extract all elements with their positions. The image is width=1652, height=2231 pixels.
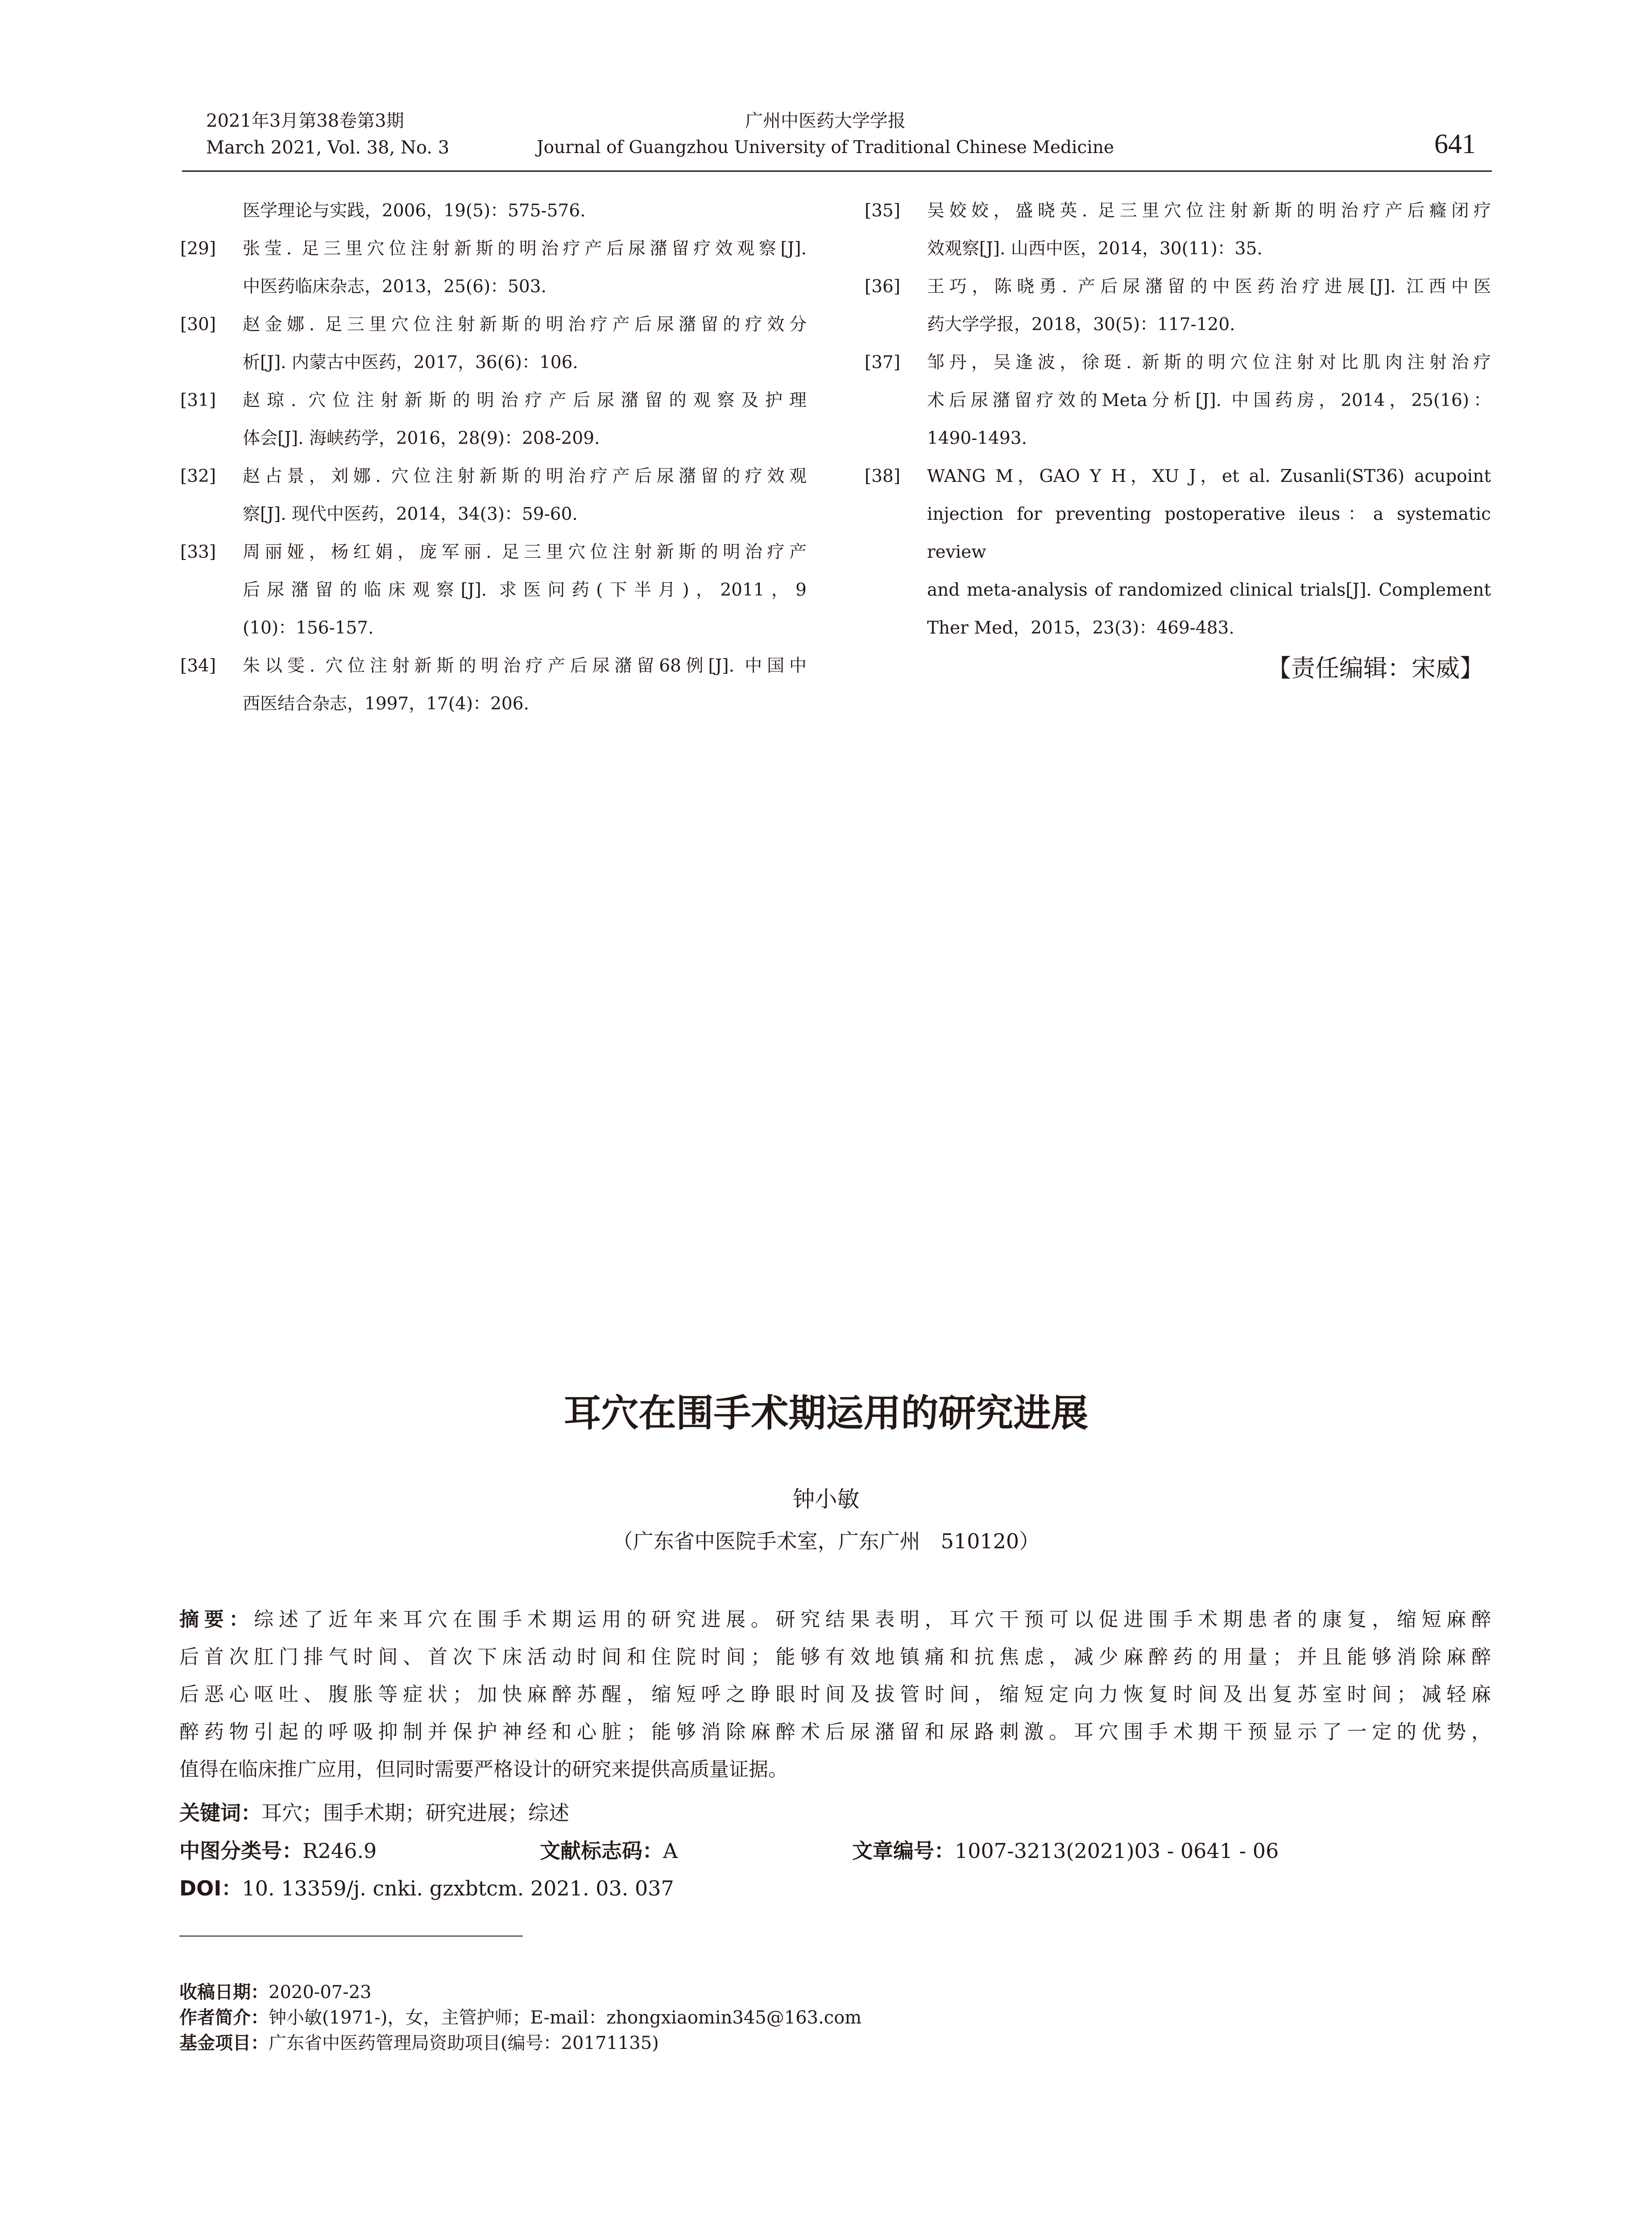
abstract-label: 摘要： xyxy=(179,1608,254,1631)
reference-line: 周丽娅，杨红娟，庞军丽. 足三里穴位注射新斯的明治疗产 xyxy=(243,542,807,562)
reference-item xyxy=(180,647,807,723)
reference-line: 术后尿潴留疗效的Meta分析[J]. 中国药房，2014，25(16)： xyxy=(927,390,1491,411)
article-title: 耳穴在围手术期运用的研究进展 xyxy=(563,1391,1089,1435)
abstract-line xyxy=(179,1601,1491,1638)
reference-item xyxy=(865,268,1491,344)
fund-info: 广东省中医药管理局资助项目(编号：20171135) xyxy=(269,2033,659,2053)
reference-line: 察[J]. 现代中医药，2014，34(3)：59-60. xyxy=(243,504,578,524)
reference-line: 析[J]. 内蒙古中医药，2017，36(6)：106. xyxy=(243,352,578,373)
reference-number: [31] xyxy=(180,390,216,411)
reference-number: [29] xyxy=(180,239,216,259)
reference-line: 中医药临床杂志，2013，25(6)：503. xyxy=(243,277,547,297)
reference-item xyxy=(180,382,807,457)
article-number-label: 文章编号： xyxy=(852,1839,955,1863)
reference-line: and meta-analysis of randomized clinical trials[J]. Complement xyxy=(927,580,1491,600)
reference-item xyxy=(180,457,807,533)
references-right-column xyxy=(865,192,1491,647)
doc-code-label: 文献标志码： xyxy=(540,1839,663,1863)
doc-code: A xyxy=(663,1839,678,1863)
journal-title-cn: 广州中医药大学学报 xyxy=(745,111,906,131)
reference-number: [30] xyxy=(180,315,216,335)
reference-line: 张莹. 足三里穴位注射新斯的明治疗产后尿潴留疗效观察[J]. xyxy=(243,239,807,259)
journal-title-en: Journal of Guangzhou University of Traditional Chinese Medicine xyxy=(536,137,1114,158)
reference-line: Ther Med，2015，23(3)：469-483. xyxy=(927,618,1234,638)
reference-line: 王巧，陈晓勇. 产后尿潴留的中医药治疗进展[J]. 江西中医 xyxy=(927,277,1491,297)
doi: 10. 13359/j. cnki. gzxbtcm. 2021. 03. 037 xyxy=(242,1876,674,1900)
reference-item xyxy=(865,344,1491,457)
reference-line: 医学理论与实践，2006，19(5)：575-576. xyxy=(243,201,586,221)
reference-line: 赵金娜. 足三里穴位注射新斯的明治疗产后尿潴留的疗效分 xyxy=(243,315,807,335)
reference-number: [33] xyxy=(180,542,216,562)
abstract-line: 后首次肛门排气时间、首次下床活动时间和住院时间；能够有效地镇痛和抗焦虑，减少麻醉药的用量；并且能够消除麻醉 xyxy=(179,1646,1491,1668)
received-label: 收稿日期： xyxy=(179,1982,269,2003)
reference-line: 体会[J]. 海峡药学，2016，28(9)：208-209. xyxy=(243,428,600,448)
reference-number: [32] xyxy=(180,466,216,486)
editor-note: 【责任编辑：宋威】 xyxy=(1267,654,1484,682)
reference-line: 吴姣姣，盛晓英. 足三里穴位注射新斯的明治疗产后癃闭疗 xyxy=(927,201,1491,221)
keywords-line xyxy=(179,1797,1491,1826)
author-info: 钟小敏(1971-)，女，主管护师；E-mail：zhongxiaomin345@163.com xyxy=(269,2007,862,2028)
reference-line: 朱以雯. 穴位注射新斯的明治疗产后尿潴留68例[J]. 中国中 xyxy=(243,656,807,676)
abstract-line: 醉药物引起的呼吸抑制并保护神经和心脏；能够消除麻醉术后尿潴留和尿路刺激。耳穴围手术期干预显示了一定的优势， xyxy=(179,1721,1491,1743)
reference-line: 效观察[J]. 山西中医，2014，30(11)：35. xyxy=(927,239,1263,259)
reference-item xyxy=(865,457,1491,647)
keywords: 耳穴；围手术期；研究进展；综述 xyxy=(261,1801,569,1825)
received-date: 2020-07-23 xyxy=(269,1982,372,2003)
abstract-text: 综述了近年来耳穴在围手术期运用的研究进展。研究结果表明，耳穴干预可以促进围手术期患者的康复，缩短麻醉 xyxy=(254,1608,1491,1631)
fund-label: 基金项目： xyxy=(179,2033,269,2053)
author-info-label: 作者简介： xyxy=(179,2007,269,2028)
reference-number: [36] xyxy=(865,277,901,297)
reference-item xyxy=(180,192,807,230)
reference-number: [35] xyxy=(865,201,901,221)
footnote-author xyxy=(179,2003,861,2029)
reference-line: WANG M，GAO Y H，XU J，et al. Zusanli(ST36) acupoint xyxy=(927,466,1491,486)
issue-cn: 2021年3月第38卷第3期 xyxy=(206,111,404,131)
footnote-rule xyxy=(179,1936,523,1937)
reference-line: 后尿潴留的临床观察[J]. 求医问药(下半月)，2011，9 xyxy=(243,580,807,600)
reference-item xyxy=(180,306,807,382)
reference-number: [37] xyxy=(865,352,901,373)
reference-line: (10)：156-157. xyxy=(243,618,374,638)
footnote-fund xyxy=(179,2029,659,2054)
doi-label: DOI： xyxy=(179,1876,242,1900)
reference-line: 药大学学报，2018，30(5)：117-120. xyxy=(927,315,1235,335)
reference-line: 邹丹，吴逢波，徐珽. 新斯的明穴位注射对比肌肉注射治疗 xyxy=(927,352,1491,373)
clc-label: 中图分类号： xyxy=(179,1839,302,1863)
reference-line: injection for preventing postoperative ileus：a systematic review xyxy=(927,504,1491,562)
reference-item xyxy=(865,192,1491,268)
reference-line: 赵占景，刘娜. 穴位注射新斯的明治疗产后尿潴留的疗效观 xyxy=(243,466,807,486)
reference-line: 西医结合杂志，1997，17(4)：206. xyxy=(243,694,529,714)
footnote-received xyxy=(179,1978,372,2003)
references-left-column xyxy=(180,192,807,723)
page-number: 641 xyxy=(1434,129,1476,159)
article-number-line xyxy=(852,1835,1652,1864)
abstract-line: 后恶心呕吐、腹胀等症状；加快麻醉苏醒，缩短呼之睁眼时间及拔管时间，缩短定向力恢复时间及出复苏室时间；减轻麻 xyxy=(179,1683,1491,1706)
author-affiliation: （广东省中医院手术室，广东广州 510120） xyxy=(612,1529,1040,1553)
reference-number: [38] xyxy=(865,466,901,486)
article-author: 钟小敏 xyxy=(792,1486,860,1512)
abstract-line: 值得在临床推广应用，但同时需要严格设计的研究来提供高质量证据。 xyxy=(179,1758,788,1781)
reference-line: 1490-1493. xyxy=(927,428,1027,448)
reference-line: 赵琼. 穴位注射新斯的明治疗产后尿潴留的观察及护理 xyxy=(243,390,807,411)
reference-number: [34] xyxy=(180,656,216,676)
doi-line xyxy=(179,1872,1491,1902)
clc-number: R246.9 xyxy=(302,1839,377,1863)
keywords-label: 关键词： xyxy=(179,1801,261,1825)
reference-item xyxy=(180,533,807,647)
reference-item xyxy=(180,230,807,306)
article-number: 1007-3213(2021)03 - 0641 - 06 xyxy=(955,1839,1279,1863)
issue-en: March 2021, Vol. 38, No. 3 xyxy=(206,137,450,158)
header-rule xyxy=(182,170,1492,172)
abstract xyxy=(179,1601,1491,1788)
